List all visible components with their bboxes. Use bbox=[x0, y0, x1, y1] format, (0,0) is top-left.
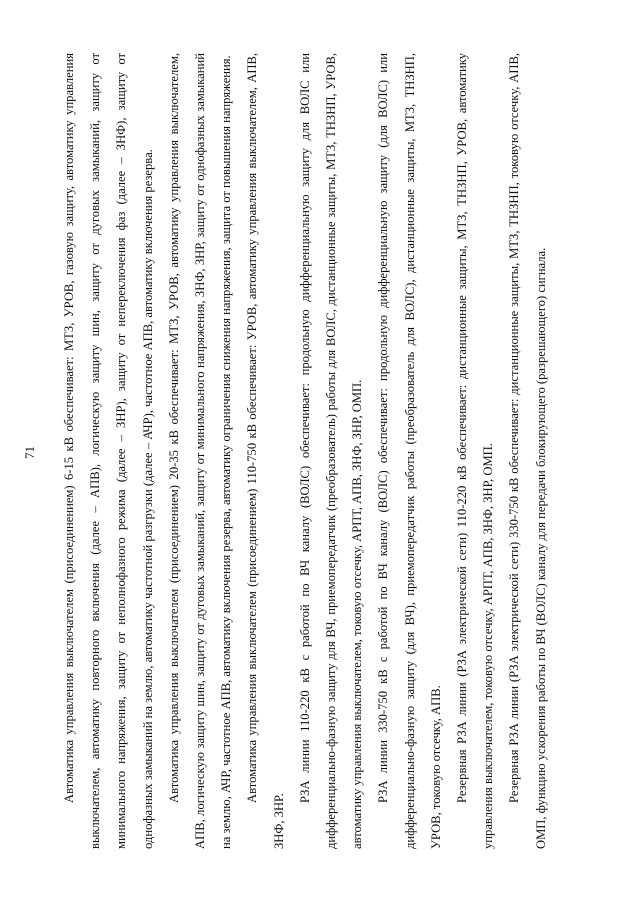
paragraph-line-protection-110-220kv: РЗА линии 110-220 кВ с работой по ВЧ каналу (ВОЛС) обеспечивает: продольную дифференциальную защиту для ВОЛС или дифференциально-фазную защиту для ВЧ, приемопередатчик (преобразователь) работы для ВОЛС, дистанционные защиты, МТЗ, ТНЗНП, УРОВ, автоматику управления выключателем, токовую отсечку, АРПТ, АПВ, ЗНФ, ЗНР, ОМП. bbox=[297, 53, 365, 849]
paragraph-breaker-automation-6-15kv: Автоматика управления выключателем (присоединением) 6-15 кВ обеспечивает: МТЗ, УРОВ, газовую защиту, автоматику управления выключателем, автоматику повторного включения (далее – АПВ), логическую защиту шин, защиту от дуговых замыканий, защиту от минимального напряжения, защиту от неполнофазного режима (далее – ЗНР), защиту от непереключения фаз (далее – ЗНФ), защиту от однофазных замыканий на землю, автоматику частотной разгрузки (далее – АЧР), частотное АПВ, автоматику включения резерва. bbox=[62, 53, 155, 849]
paragraph-backup-protection-330-750kv: Резервная РЗА линии (РЗА электрической сети) 330-750 кВ обеспечивает: дистанционные защиты, МТЗ, ТНЗНП, токовую отсечку, АПВ, ОМП, функцию ускорения работы по ВЧ (ВОЛС) каналу для передачи блокирующего (разрешающего) сигнала. bbox=[507, 53, 548, 849]
paragraph-backup-protection-110-220kv: Резервная РЗА линии (РЗА электрической сети) 110-220 кВ обеспечивает: дистанционные защиты, МТЗ, ТНЗНП, УРОВ, автоматику управления выключателем, токовую отсечку, АРПТ, АПВ, ЗНФ, ЗНР, ОМП. bbox=[455, 53, 496, 849]
paragraph-breaker-automation-20-35kv: Автоматика управления выключателем (присоединением) 20-35 кВ обеспечивает: МТЗ, УРОВ, автоматику управления выключателем, АПВ, логическую защиту шин, защиту от дуговых замыканий, защиту от минимального напряжения, ЗНФ, ЗНР, защиту от однофазных замыканий на землю, АЧР, частотное АПВ, автоматику включения резерва, автоматику ограничения снижения напряжения, защита от повышения напряжения. bbox=[166, 53, 234, 849]
page-number: 71 bbox=[22, 446, 37, 459]
document-body bbox=[56, 53, 554, 849]
paragraph-line-protection-330-750kv: РЗА линии 330-750 кВ с работой по ВЧ каналу (ВОЛС) обеспечивает: продольную дифференциальную защиту (для ВОЛС) или дифференциально-фазную защиту (для ВЧ), приемопередатчик работы (преобразователь для ВОЛС), дистанционные защиты, МТЗ, ТНЗНП, УРОВ, токовую отсечку, АПВ. bbox=[376, 53, 443, 849]
paragraph-breaker-automation-110-750kv: Автоматика управления выключателем (присоединением) 110-750 кВ обеспечивает: УРОВ, автоматику управления выключателем, АПВ, ЗНФ, ЗНР. bbox=[245, 53, 286, 849]
